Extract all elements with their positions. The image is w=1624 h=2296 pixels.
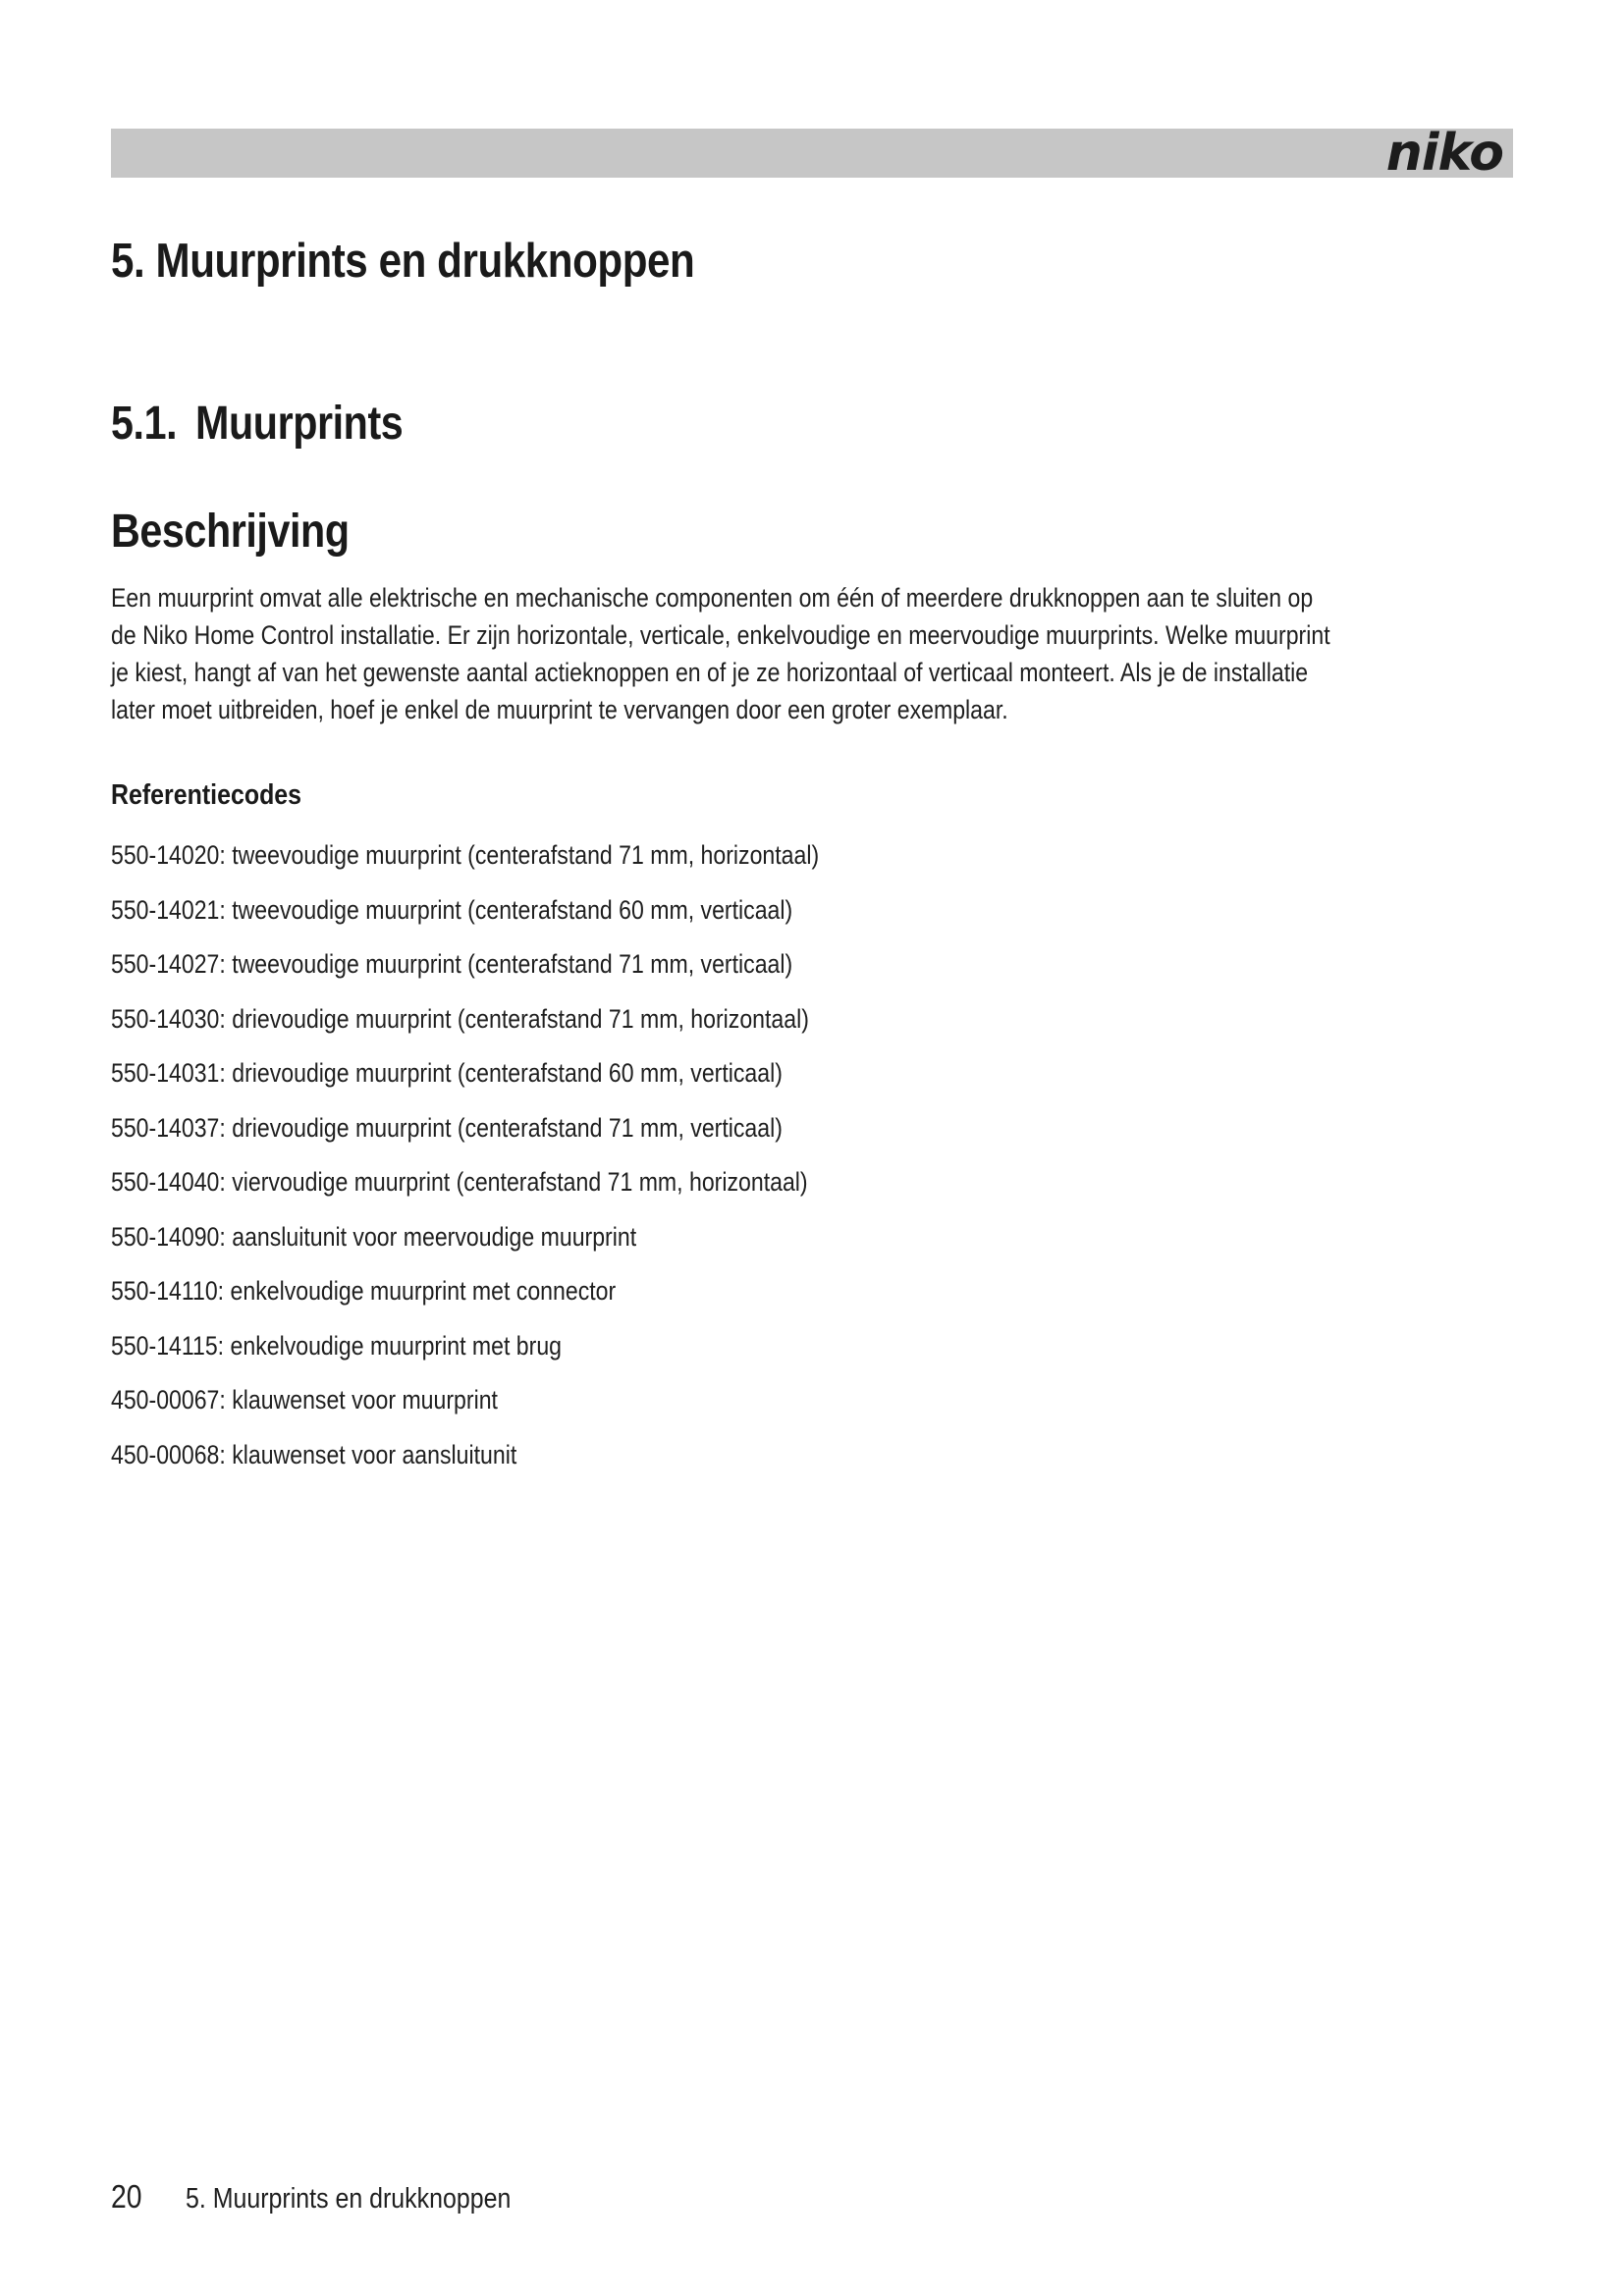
references-heading: Referentiecodes [111, 779, 302, 811]
header-bar [111, 124, 1513, 183]
reference-item: 450-00067: klauwenset voor muurprint [111, 1385, 498, 1415]
reference-item: 550-14021: tweevoudige muurprint (centerafstand 60 mm, verticaal) [111, 894, 793, 925]
reference-item: 550-14027: tweevoudige muurprint (centerafstand 71 mm, verticaal) [111, 949, 793, 979]
reference-item: 550-14115: enkelvoudige muurprint met brug [111, 1330, 563, 1361]
description-line: Een muurprint omvat alle elektrische en mechanische componenten om één of meerdere drukknoppen aan te sluiten op [111, 583, 1314, 613]
reference-item: 550-14037: drievoudige muurprint (centerafstand 71 mm, verticaal) [111, 1112, 783, 1143]
section-heading [111, 395, 403, 454]
chapter-title: 5. Muurprints en drukknoppen [111, 235, 695, 288]
reference-item: 550-14031: drievoudige muurprint (centerafstand 60 mm, verticaal) [111, 1058, 783, 1088]
reference-item: 450-00068: klauwenset voor aansluitunit [111, 1439, 517, 1469]
page-footer [111, 2178, 564, 2217]
niko-logo: niko [1385, 124, 1503, 183]
section-title: Muurprints [195, 398, 404, 450]
description-line: je kiest, hangt af van het gewenste aantal actieknoppen en of je ze horizontaal of verticaal monteert. Als je de installatie [111, 658, 1309, 687]
footer-chapter-title: 5. Muurprints en drukknoppen [186, 2183, 512, 2215]
page-number: 20 [111, 2178, 142, 2215]
reference-item: 550-14090: aansluitunit voor meervoudige muurprint [111, 1221, 637, 1252]
reference-item: 550-14020: tweevoudige muurprint (centerafstand 71 mm, horizontaal) [111, 840, 820, 870]
reference-item: 550-14040: viervoudige muurprint (centerafstand 71 mm, horizontaal) [111, 1167, 808, 1197]
description-line: later moet uitbreiden, hoef je enkel de muurprint te vervangen door een groter exemplaar. [111, 695, 1008, 724]
reference-list [111, 836, 939, 1490]
description-paragraph [111, 579, 1513, 728]
reference-item: 550-14030: drievoudige muurprint (centerafstand 71 mm, horizontaal) [111, 1003, 809, 1034]
subsection-title: Beschrijving [111, 506, 350, 558]
section-number: 5.1. [111, 398, 178, 450]
reference-item: 550-14110: enkelvoudige muurprint met connector [111, 1276, 617, 1306]
description-line: de Niko Home Control installatie. Er zijn horizontale, verticale, enkelvoudige en meervoudige muurprints. Welke muurprint [111, 620, 1330, 650]
